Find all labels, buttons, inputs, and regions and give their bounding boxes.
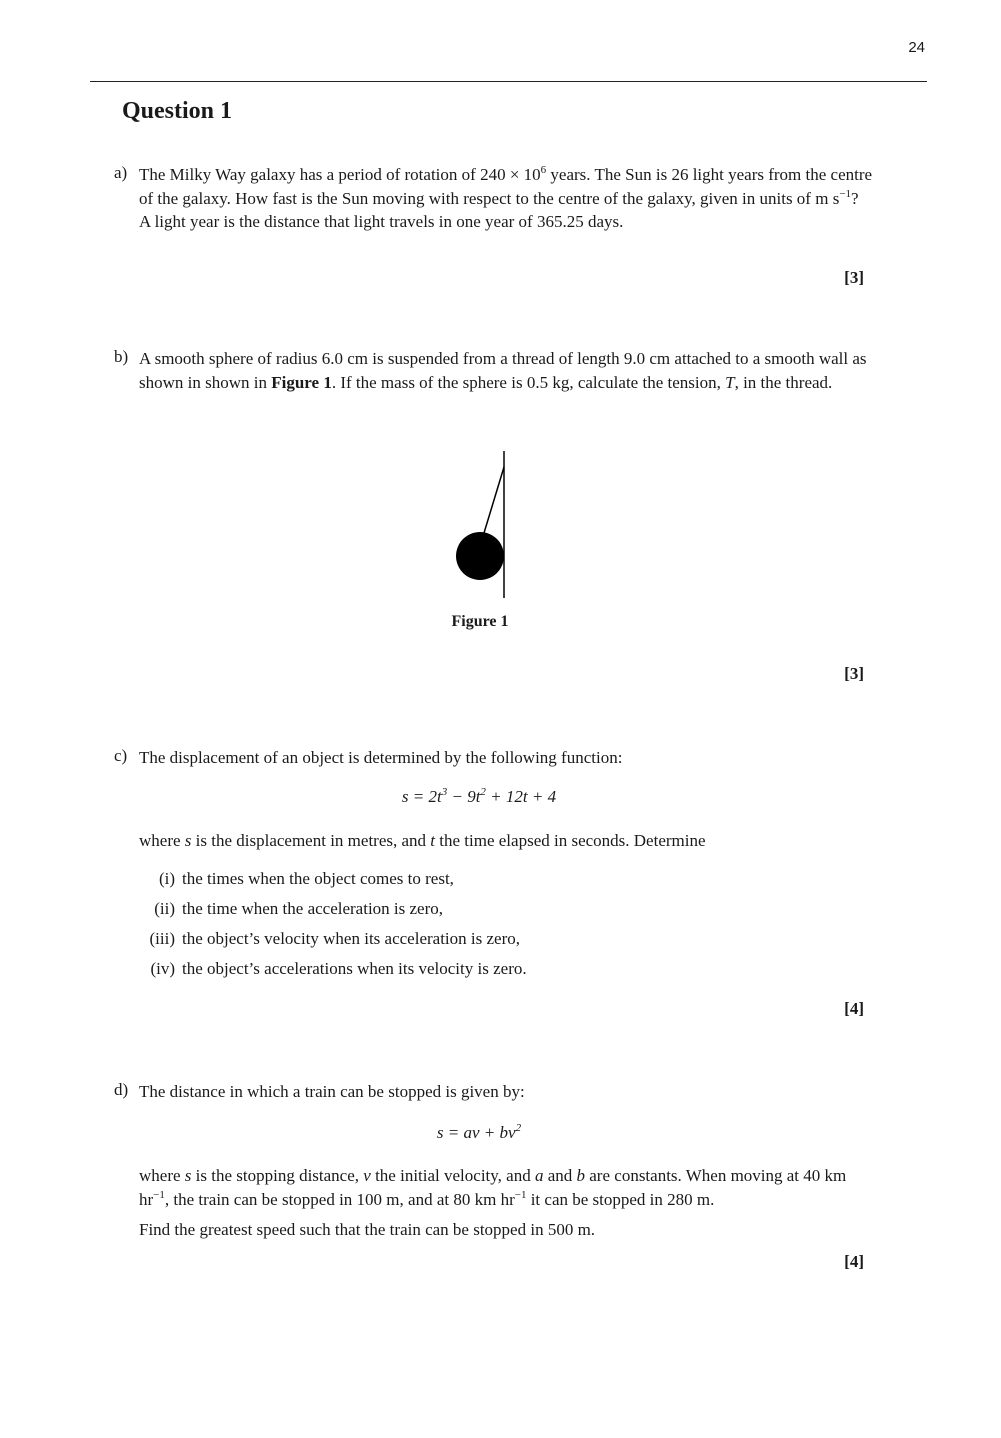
part-a-label: a) bbox=[114, 163, 128, 182]
part-d-find: Find the greatest speed such that the train can be stopped in 500 m. bbox=[139, 1220, 596, 1239]
part-c-marks: [4] bbox=[844, 999, 864, 1018]
page-number: 24 bbox=[908, 39, 925, 56]
part-b-marks: [3] bbox=[844, 664, 864, 683]
part-d-marks: [4] bbox=[844, 1252, 864, 1271]
part-a-text: The Milky Way galaxy has a period of rotation of $240 \times 10^6$ years. The Sun is 26 light years from the centre of the galaxy. How fast is the Sun moving with respect to the centre of the galaxy, given in units of m $s^{-1}$? A light year is the distance that light travels in one year of 365.25 days. bbox=[139, 163, 874, 234]
part-d-formula: s = av + $bv^2$ bbox=[436, 1122, 522, 1142]
part-d-label: d) bbox=[114, 1080, 129, 1099]
part-d-where: where s is the stopping distance, v the initial velocity, and a and b are constants. When moving at 40 km $hr^{-1}$, the train can be stopped in 100 m, and at 80 km $hr^{-1}$ it can be stopped in 280 m. bbox=[139, 1166, 847, 1209]
part-c-where: where s is the displacement in metres, and t the time elapsed in seconds. Determine bbox=[139, 831, 706, 850]
part-c-label: c) bbox=[114, 746, 128, 765]
part-a-note: A light year is the distance that light travels in one year of 365.25 days. bbox=[139, 212, 624, 231]
thread-line bbox=[484, 467, 504, 533]
sphere bbox=[456, 532, 504, 580]
part-b-label: b) bbox=[114, 347, 129, 366]
figure-caption: Figure 1 bbox=[451, 613, 509, 630]
figure-1-diagram bbox=[440, 445, 530, 605]
question-title: Question 1 bbox=[122, 98, 233, 124]
part-a-marks: [3] bbox=[844, 268, 864, 287]
part-d-intro: The distance in which a train can be stopped is given by: bbox=[139, 1082, 525, 1101]
part-c-formula: $s = 2t^3 - 9t^2 + 12t + 4$ bbox=[401, 786, 557, 806]
header-rule bbox=[90, 81, 927, 82]
part-c-intro: The displacement of an object is determined by the following function: bbox=[139, 748, 623, 767]
part-b-text: A smooth sphere of radius 6.0 cm is suspended from a thread of length 9.0 cm attached to a smooth wall as shown in shown in Figure 1. If the mass of the sphere is 0.5 kg, calculate the tension, T, in the thread. bbox=[139, 349, 867, 392]
